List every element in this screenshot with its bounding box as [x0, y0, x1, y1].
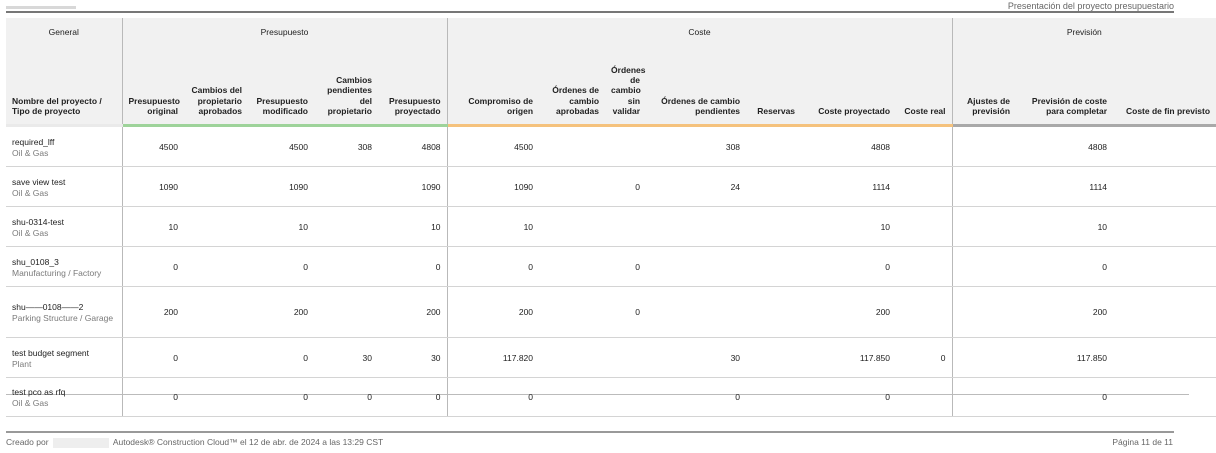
project-name[interactable]: shu——0108——2: [12, 302, 84, 313]
cell-coste-fin: [1113, 287, 1216, 338]
cell-coste-proyectado: 1114: [801, 167, 896, 207]
cell-oc-sin-validar: 0: [605, 247, 646, 287]
cell-oc-aprobadas: [539, 378, 605, 417]
cell-prev-completar: 1114: [1016, 167, 1113, 207]
cell-coste-proyectado: 0: [801, 378, 896, 417]
table-row[interactable]: [6, 247, 1216, 287]
col-coste-proyectado[interactable]: Coste proyectado: [801, 46, 896, 126]
cell-oc-pendientes: [646, 287, 746, 338]
col-prevision-completar[interactable]: Previsión de coste para completar: [1016, 46, 1113, 126]
cell-cambios-pendientes: [314, 247, 378, 287]
project-type: Manufacturing / Factory: [12, 267, 102, 278]
cell-cambios-pendientes: [314, 167, 378, 207]
cell-pres-proyectado: 30: [378, 338, 447, 378]
cell-coste-real: 0: [896, 338, 952, 378]
cell-pres-original: 200: [122, 287, 184, 338]
cell-ajustes: [952, 126, 1016, 167]
project-name[interactable]: shu-0314-test: [12, 216, 64, 227]
project-cell: [6, 167, 122, 207]
project-name[interactable]: test budget segment: [12, 347, 90, 358]
cell-compromiso: 117.820: [447, 338, 539, 378]
cell-coste-proyectado: 200: [801, 287, 896, 338]
cell-compromiso: 10: [447, 207, 539, 247]
cell-prev-completar: 4808: [1016, 126, 1113, 167]
cell-cambios-aprobados: [184, 207, 248, 247]
group-header-row: [6, 18, 1216, 46]
cell-oc-aprobadas: [539, 207, 605, 247]
cell-reservas: [746, 126, 801, 167]
project-name[interactable]: required_lff: [12, 136, 55, 147]
project-cell: [6, 338, 122, 378]
col-presupuesto-original[interactable]: Presupuesto original: [122, 46, 184, 126]
col-oc-sin-validar[interactable]: Órdenes de cambio sin validar: [605, 46, 646, 126]
cell-coste-proyectado: 10: [801, 207, 896, 247]
project-type: Oil & Gas: [12, 147, 49, 158]
cell-cambios-pendientes: 308: [314, 126, 378, 167]
cell-cambios-aprobados: [184, 247, 248, 287]
cell-pres-modificado: 200: [248, 287, 314, 338]
column-header-row: [6, 46, 1216, 126]
col-oc-pendientes[interactable]: Órdenes de cambio pendientes: [646, 46, 746, 126]
project-cell: [6, 287, 122, 338]
header-faded-text: [6, 6, 76, 9]
cell-ajustes: [952, 338, 1016, 378]
cell-oc-sin-validar: [605, 207, 646, 247]
cell-coste-real: [896, 126, 952, 167]
footer-created-by: Creado por: [6, 437, 49, 447]
col-presupuesto-proyectado[interactable]: Presupuesto proyectado: [378, 46, 447, 126]
cell-ajustes: [952, 247, 1016, 287]
cell-reservas: [746, 378, 801, 417]
cell-coste-fin: [1113, 378, 1216, 417]
col-ajustes-prevision[interactable]: Ajustes de previsión: [952, 46, 1016, 126]
group-presupuesto: Presupuesto: [122, 18, 447, 46]
cell-reservas: [746, 287, 801, 338]
cell-cambios-aprobados: [184, 338, 248, 378]
cell-oc-pendientes: 0: [646, 378, 746, 417]
redacted-user-name: [53, 438, 109, 448]
cell-cambios-pendientes: 0: [314, 378, 378, 417]
cell-cambios-pendientes: [314, 207, 378, 247]
col-name[interactable]: Nombre del proyecto / Tipo de proyecto: [6, 46, 122, 126]
cell-coste-fin: [1113, 207, 1216, 247]
table-row[interactable]: [6, 287, 1216, 338]
project-cell: [6, 126, 122, 167]
cell-coste-real: [896, 247, 952, 287]
cell-cambios-aprobados: [184, 287, 248, 338]
cell-oc-sin-validar: 0: [605, 287, 646, 338]
col-presupuesto-modificado[interactable]: Presupuesto modificado: [248, 46, 314, 126]
cell-prev-completar: 10: [1016, 207, 1113, 247]
cell-pres-modificado: 4500: [248, 126, 314, 167]
cell-pres-proyectado: 200: [378, 287, 447, 338]
cell-reservas: [746, 247, 801, 287]
cell-coste-fin: [1113, 167, 1216, 207]
cell-oc-pendientes: 308: [646, 126, 746, 167]
cell-pres-proyectado: 1090: [378, 167, 447, 207]
cell-coste-proyectado: 4808: [801, 126, 896, 167]
table-row[interactable]: [6, 378, 1216, 417]
cell-cambios-pendientes: 30: [314, 338, 378, 378]
cell-pres-modificado: 0: [248, 378, 314, 417]
cell-pres-modificado: 1090: [248, 167, 314, 207]
cell-compromiso: 4500: [447, 126, 539, 167]
group-coste: Coste: [447, 18, 952, 46]
cell-ajustes: [952, 207, 1016, 247]
col-cambios-pendientes[interactable]: Cambios pendientes del propietario: [314, 46, 378, 126]
group-general: General: [6, 18, 122, 46]
project-type: Oil & Gas: [12, 187, 49, 198]
cell-pres-proyectado: 4808: [378, 126, 447, 167]
col-cambios-aprobados[interactable]: Cambios del propietario aprobados: [184, 46, 248, 126]
cell-coste-proyectado: 117.850: [801, 338, 896, 378]
footer: [6, 437, 383, 448]
cell-ajustes: [952, 167, 1016, 207]
cell-compromiso: 0: [447, 247, 539, 287]
cell-cambios-aprobados: [184, 126, 248, 167]
budget-table-container[interactable]: [6, 18, 1211, 408]
project-name[interactable]: test pco as rfq: [12, 387, 66, 398]
page-number: Página 11 de 11: [1112, 437, 1173, 447]
cell-oc-sin-validar: [605, 126, 646, 167]
cell-coste-fin: [1113, 126, 1216, 167]
cell-pres-original: 0: [122, 338, 184, 378]
cell-pres-modificado: 10: [248, 207, 314, 247]
cell-compromiso: 1090: [447, 167, 539, 207]
cell-oc-aprobadas: [539, 247, 605, 287]
cell-coste-fin: [1113, 338, 1216, 378]
cell-prev-completar: 0: [1016, 378, 1113, 417]
project-cell: [6, 378, 122, 417]
cell-oc-sin-validar: [605, 338, 646, 378]
cell-cambios-aprobados: [184, 167, 248, 207]
col-oc-aprobadas[interactable]: Órdenes de cambio aprobadas: [539, 46, 605, 126]
cell-prev-completar: 0: [1016, 247, 1113, 287]
table-row[interactable]: [6, 167, 1216, 207]
cell-reservas: [746, 167, 801, 207]
cell-coste-real: [896, 207, 952, 247]
cell-prev-completar: 117.850: [1016, 338, 1113, 378]
col-compromiso-origen[interactable]: Compromiso de origen: [447, 46, 539, 126]
cell-oc-sin-validar: 0: [605, 167, 646, 207]
cell-oc-aprobadas: [539, 338, 605, 378]
project-type: Parking Structure / Garage: [12, 313, 114, 323]
cell-pres-modificado: 0: [248, 247, 314, 287]
cell-ajustes: [952, 287, 1016, 338]
cell-pres-proyectado: 0: [378, 378, 447, 417]
cell-cambios-aprobados: [184, 378, 248, 417]
cell-pres-original: 0: [122, 247, 184, 287]
cell-oc-pendientes: [646, 247, 746, 287]
cell-oc-sin-validar: [605, 378, 646, 417]
group-prevision: Previsión: [952, 18, 1216, 46]
col-reservas[interactable]: Reservas: [746, 46, 801, 126]
cell-coste-fin: [1113, 247, 1216, 287]
cell-pres-original: 1090: [122, 167, 184, 207]
project-type: Oil & Gas: [12, 227, 49, 238]
footer-rule: [6, 431, 1174, 433]
cell-reservas: [746, 338, 801, 378]
footer-text: Autodesk® Construction Cloud™ el 12 de abr. de 2024 a las 13:29 CST: [112, 437, 384, 447]
cell-oc-aprobadas: [539, 287, 605, 338]
cell-cambios-pendientes: [314, 287, 378, 338]
table-row[interactable]: [6, 207, 1216, 247]
project-name[interactable]: shu_0108_3: [12, 256, 59, 267]
cell-oc-pendientes: 30: [646, 338, 746, 378]
col-coste-fin-previsto[interactable]: Coste de fin previsto: [1113, 46, 1216, 126]
document-title: Presentación del proyecto presupuestario: [1007, 1, 1174, 11]
col-coste-real[interactable]: Coste real: [896, 46, 952, 126]
cell-oc-aprobadas: [539, 167, 605, 207]
header-rule: [6, 11, 1174, 13]
cell-coste-proyectado: 0: [801, 247, 896, 287]
cell-oc-aprobadas: [539, 126, 605, 167]
cell-coste-real: [896, 287, 952, 338]
cell-coste-real: [896, 167, 952, 207]
project-cell: [6, 247, 122, 287]
cell-pres-proyectado: 0: [378, 247, 447, 287]
cell-reservas: [746, 207, 801, 247]
cell-pres-original: 0: [122, 378, 184, 417]
cell-prev-completar: 200: [1016, 287, 1113, 338]
cell-pres-modificado: 0: [248, 338, 314, 378]
project-type: Oil & Gas: [12, 398, 49, 408]
budget-table: [6, 18, 1216, 417]
cell-compromiso: 0: [447, 378, 539, 417]
cell-pres-original: 10: [122, 207, 184, 247]
project-type: Plant: [12, 358, 32, 369]
cell-compromiso: 200: [447, 287, 539, 338]
cell-oc-pendientes: [646, 207, 746, 247]
cell-pres-proyectado: 10: [378, 207, 447, 247]
project-name[interactable]: save view test: [12, 176, 66, 187]
cell-pres-original: 4500: [122, 126, 184, 167]
project-cell: [6, 207, 122, 247]
cell-ajustes: [952, 378, 1016, 417]
table-row[interactable]: [6, 338, 1216, 378]
table-row[interactable]: [6, 126, 1216, 167]
cell-coste-real: [896, 378, 952, 417]
cell-oc-pendientes: 24: [646, 167, 746, 207]
